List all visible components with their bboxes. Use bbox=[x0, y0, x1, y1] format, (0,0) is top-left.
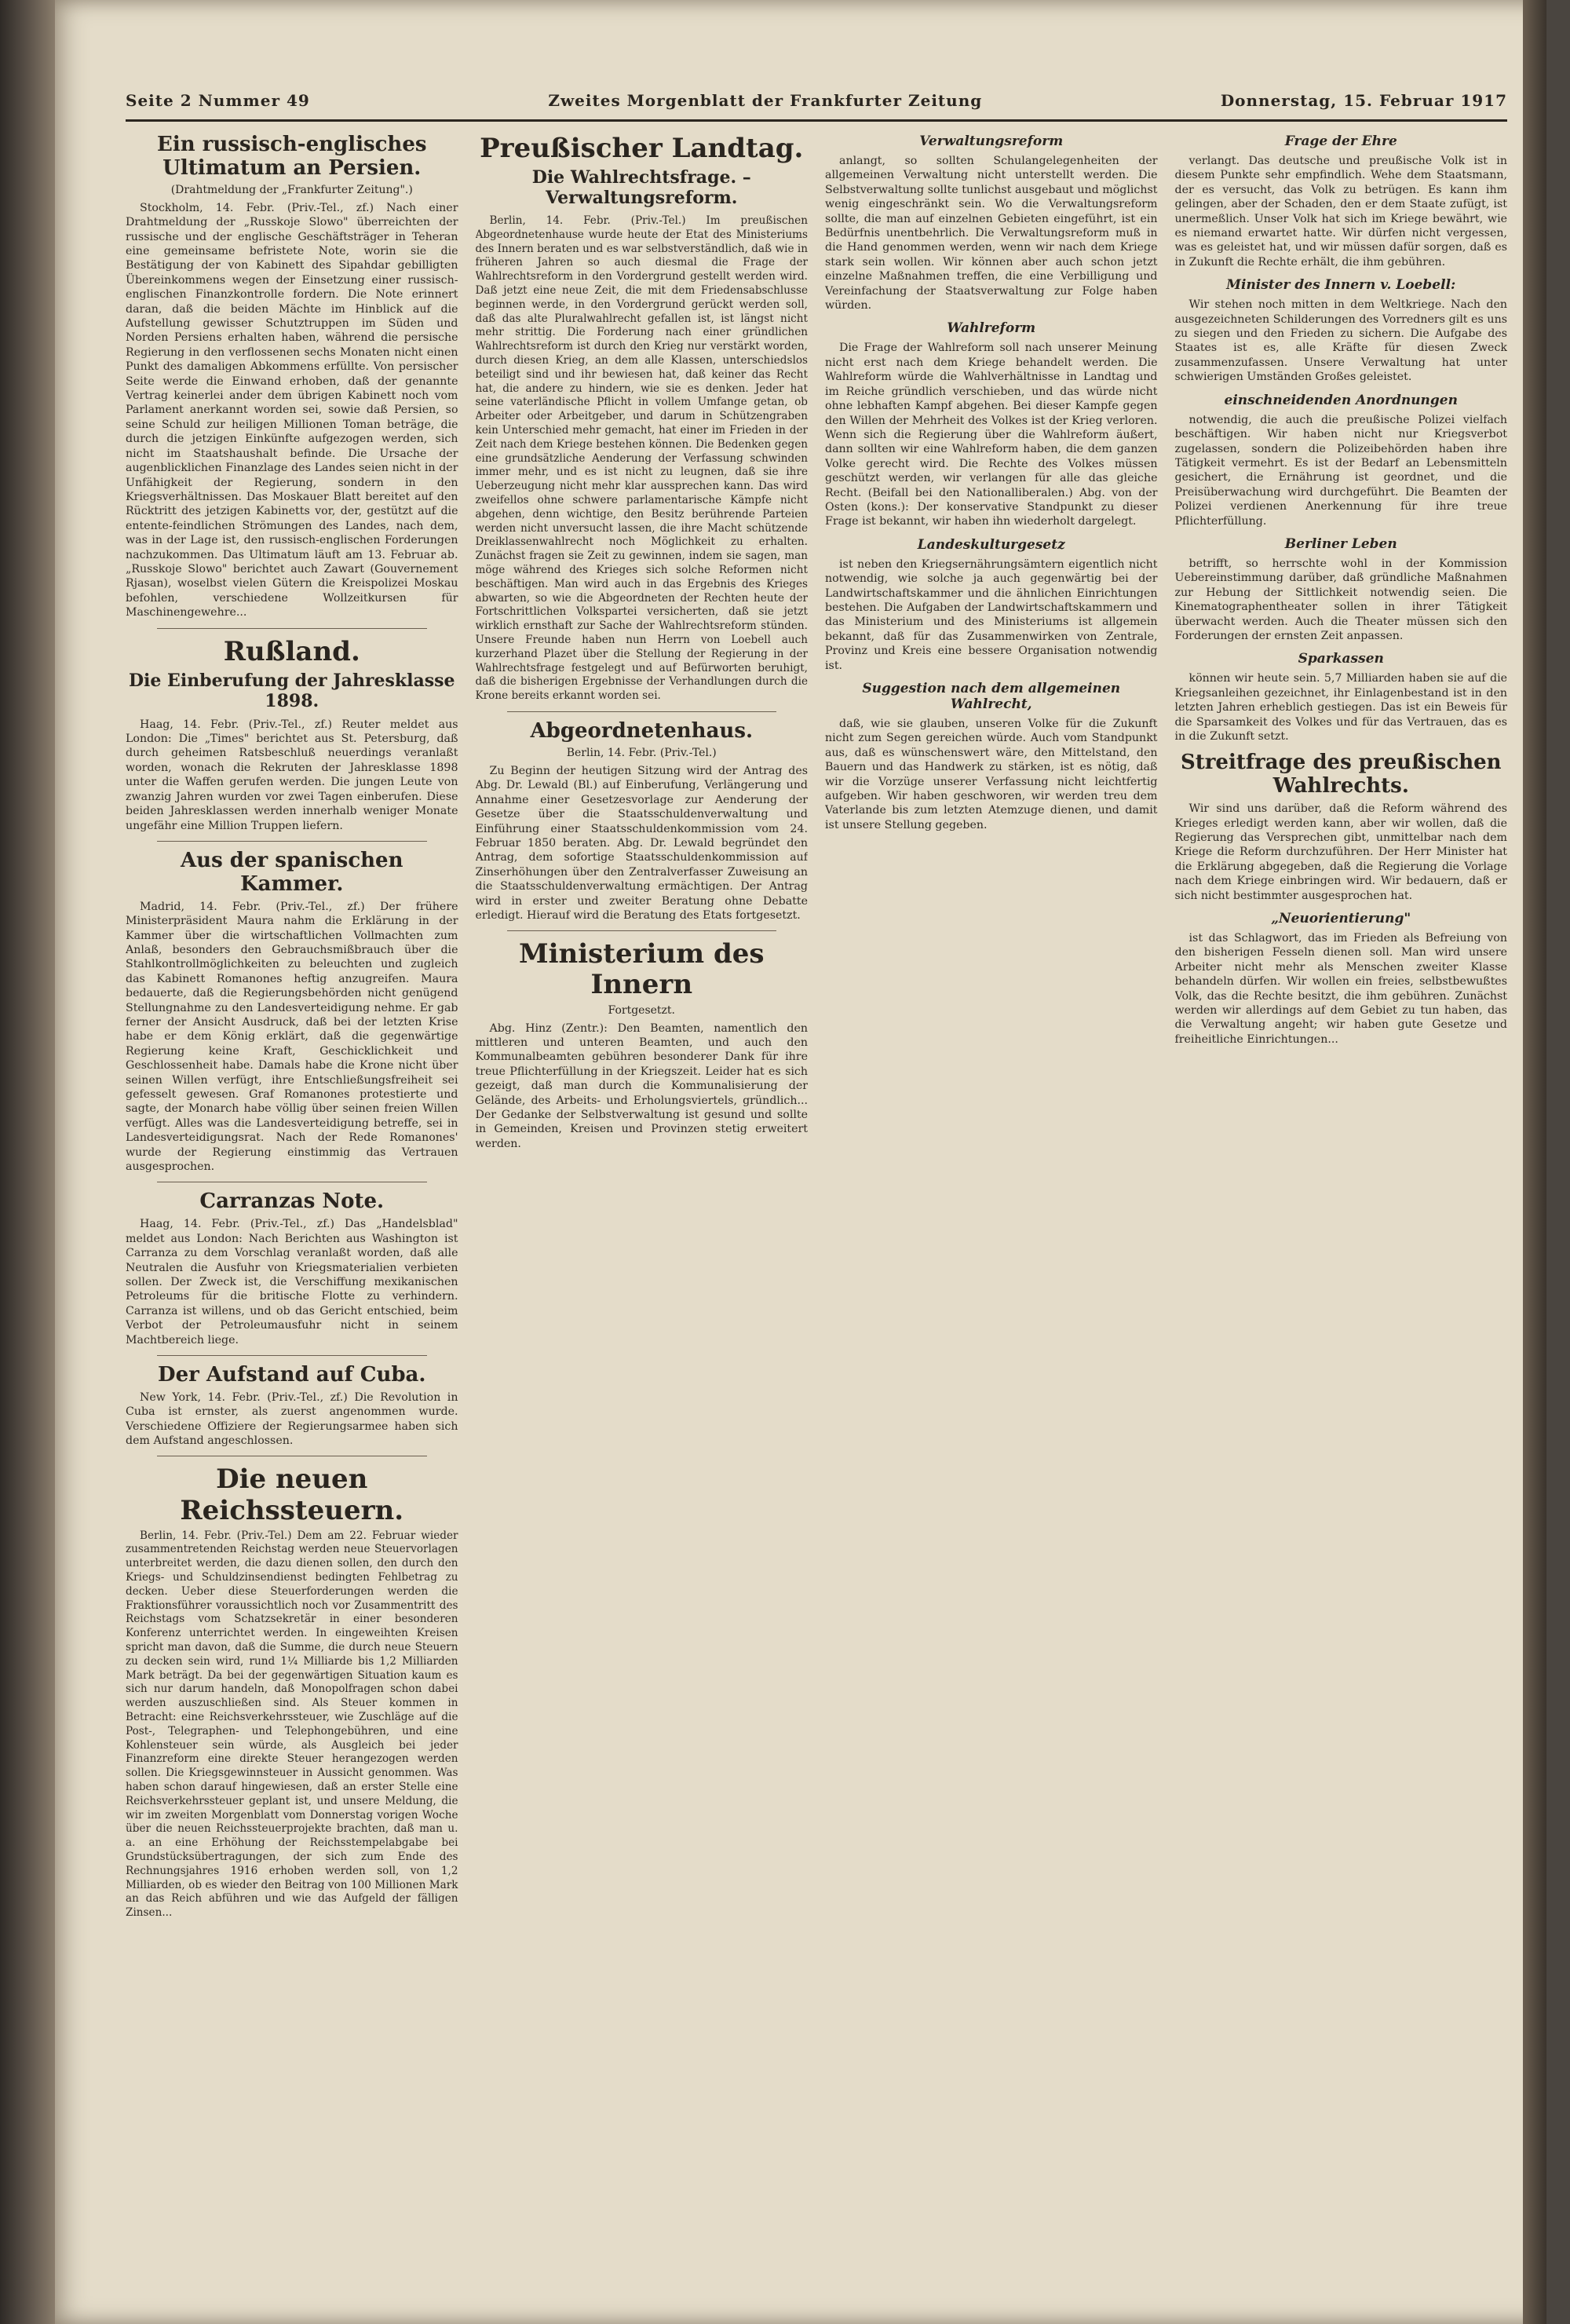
article-title: Ein russisch-englisches Ultimatum an Persien. bbox=[157, 133, 427, 180]
section-heading: Sparkassen bbox=[1298, 651, 1384, 667]
article-title: Die neuen Reichssteuern. bbox=[180, 1463, 404, 1526]
article-title: Carranzas Note. bbox=[199, 1189, 385, 1214]
divider bbox=[157, 841, 427, 842]
article-body: Wir stehen noch mitten in dem Weltkriege. Nach den ausgezeichneten Schilderungen des Vorredners gilt es uns zu siegen und den Frieden zu sichern. Die Aufgabe des Staates ist es, alle Kräfte für diesen Zweck zusammenzufassen. Unsere Verwaltung hat unter schwierigen Umständen Großes geleistet. bbox=[1174, 298, 1507, 384]
article bbox=[1175, 133, 1508, 269]
section-heading: „Neuorientierung" bbox=[1271, 911, 1411, 927]
article-body: Haag, 14. Febr. (Priv.-Tel., zf.) Das „Handelsblad" meldet aus London: Nach Berichten aus Washington ist Carranza zu dem Vorschlag veranlaßt worden, daß alle Neutralen die Ausfuhr von Kriegsmaterialien verbieten sollen. Der Zweck ist, die Verschiffung mexikanischen Petroleums für die britische Flotte zu verhindern. Carranza ist willens, und ob das Gericht entschied, beim Verbot der Petroleumausfuhr nicht in seinem Machtbereich liege. bbox=[126, 1218, 458, 1347]
page-edge-shadow bbox=[1523, 0, 1546, 2324]
column-2 bbox=[476, 126, 809, 2293]
article-body: Madrid, 14. Febr. (Priv.-Tel., zf.) Der frühere Ministerpräsident Maura nahm die Erklärung in der Kammer über die wirtschaftlichen Vollmachten zum Anlaß, besonders den Gebrauchsmißbrauch über die Stahlkontrollmöglichkeiten zu beleuchten und zugleich das Kabinett Romanones heftig anzugreifen. Maura bedauerte, daß die Regierungsbehörden nicht genügend Stellungnahme zu den Landesverteidigung nehme. Er gab ferner der Ansicht Ausdruck, daß bei der letzten Krise habe er dem König erklärt, daß die gegenwärtige Regierung keine Kraft, Geschicklichkeit und Geschlossenheit habe. Damals habe die Krone nicht über seinen Willen verfügt, ihre Entschließungsfreiheit sei gefesselt gewesen. Graf Romanones protestierte und sagte, der Monarch habe völlig über seinen freien Willen verfügt. Alles was die Landesverteidigung betreffe, sei in Landesverteidigungsrat. Nach der Rede Romanones' wurde der Regierung einstimmig das Vertrauen ausgesprochen. bbox=[126, 900, 458, 1173]
article bbox=[1175, 911, 1508, 1047]
divider bbox=[507, 711, 777, 712]
article-title: Streitfrage des preußischen Wahlrechts. bbox=[1180, 751, 1502, 798]
article-body: verlangt. Das deutsche und preußische Volk ist in diesem Punkte sehr empfindlich. Wehe dem Staatsmann, der es versucht, das Volk zu betrügen. Es kann ihm gelingen, aber der Schaden, den er dem Staate zufügt, ist unermeßlich. Unser Volk hat sich im Kriege bewährt, wie es niemand erwartet hatte. Wir dürfen nicht vergessen, was es geleistet hat, und wir müssen dafür sorgen, daß es in Zukunft die Rechte erhält, die ihm gebühren. bbox=[1174, 155, 1507, 269]
article bbox=[126, 1464, 458, 1920]
article-body: Zu Beginn der heutigen Sitzung wird der Antrag des Abg. Dr. Lewald (Bl.) auf Einberufung, Verlängerung und Annahme einer Gesetzesvorlage zur Aenderung der Gesetze über die Staatsschuldenverwaltung und Einführung einer Staatsschuldenkommission vom 24. Februar 1850 beraten. Abg. Dr. Lewald begründet den Antrag, dem sofortige Staatsschuldenkommission auf Zinserhöhungen über den Zentralverfasser Zuweisung an die Staatsschuldenverwaltung ermächtigen. Der Antrag wird in erster und zweiter Beratung ohne Debatte erledigt. Hierauf wird die Beratung des Etats fortgesetzt. bbox=[475, 764, 808, 922]
article bbox=[1175, 536, 1508, 643]
article bbox=[126, 1364, 458, 1449]
article-title: Rußland. bbox=[223, 635, 360, 667]
article bbox=[825, 320, 1158, 528]
article-body: Die Frage der Wahlreform soll nach unserer Meinung nicht erst nach dem Kriege behandelt werden. Die Wahlreform würde die Wahlverhältnisse in Landtag und im Reiche gründlich verschieben, und das würde nicht ohne lebhaften Kampf abgehen. Bei dieser Kampfe gegen den Willen der Mehrheit des Volkes ist der Krieg verloren. Wenn sich die Regierung über die Wahlreform äußert, dann sollten wir eine Wahlreform haben, die dem ganzen Volke gerecht wird. Die Rechte des Volkes müssen geschützt werden, wir verlangen für alle das gleiche Recht. (Beifall bei den Nationalliberalen.) Abg. von der Osten (kons.): Der konservative Standpunkt zu dieser Frage ist bekannt, wir haben ihn wiederholt dargelegt. bbox=[825, 342, 1158, 528]
article-body: Abg. Hinz (Zentr.): Den Beamten, namentlich den mittleren und unteren Beamten, und auch den Kommunalbeamten gebühren besonderer Dank für ihre treue Pflichterfüllung in der Kriegszeit. Leider hat es sich gezeigt, daß man durch die Kommunalisierung der Gelände, des Arbeits- und Erholungsviertels, gründlich... Der Gedanke der Selbstverwaltung ist gesund und sollte in Gemeinden, Kreisen und Provinzen stetig erweitert werden. bbox=[475, 1021, 808, 1150]
article-body: New York, 14. Febr. (Priv.-Tel., zf.) Die Revolution in Cuba ist ernster, als zuerst angenommen wurde. Verschiedene Offiziere der Regierungsarmee haben sich dem Aufstand angeschlossen. bbox=[126, 1390, 458, 1448]
article-dateline: (Drahtmeldung der „Frankfurter Zeitung".) bbox=[170, 183, 413, 196]
section-heading: Minister des Innern v. Loebell: bbox=[1226, 277, 1456, 294]
article-body: daß, wie sie glauben, unseren Volke für die Zukunft nicht zum Segen gereichen würde. Auch vom Standpunkt aus, daß es wünschenswert wäre, den Mittelstand, den Bauern und das Handwerk zu stärken, ist es nötig, daß wir die Vorzüge unserer Verfassung nicht leichtfertig aufgeben. Wir haben geschworen, wir werden treu dem Vaterlande bis zum letzten Atemzuge dienen, und damit ist unsere Stellung gegeben. bbox=[825, 718, 1158, 831]
section-heading: einschneidenden Anordnungen bbox=[1224, 392, 1458, 408]
article bbox=[825, 133, 1158, 312]
section-heading: Landeskulturgesetz bbox=[917, 536, 1065, 553]
article-dateline: Fortgesetzt. bbox=[608, 1003, 675, 1017]
article bbox=[476, 939, 809, 1151]
article-body: anlangt, so sollten Schulangelegenheiten der allgemeinen Verwaltung nicht unterstellt werden. Die Selbstverwaltung sollte tunlichst ausgebaut und möglichst wenig eingeschränkt sein. Wo die Verwaltungsreform sollte, die man auf einzelnen Gebieten eingeführt, ist ein Bedürfnis unentbehrlich. Die Verwaltungsreform muß in die Hand genommen werden, wenn wir nach dem Kriege stark sein wollen. Wir können aber auch schon jetzt einzelne Maßnahmen treffen, die eine Verbilligung und Vereinfachung der Staatsverwaltung zur Folge haben würden. bbox=[825, 155, 1158, 312]
article-body: Berlin, 14. Febr. (Priv.-Tel.) Dem am 22. Februar wieder zusammentretenden Reichstag werden neue Steuervorlagen unterbreitet werden, die dazu dienen sollen, den durch den Kriegs- und Schuldzinsendienst bedingten Fehlbetrag zu decken. Ueber diese Steuerforderungen werden die Fraktionsführer voraussichtlich noch vor Zusammentritt des Reichstags vom Schatzsekretär in einer besonderen Konferenz unterrichtet werden. In eingeweihten Kreisen spricht man davon, daß die Summe, die durch neue Steuern zu decken sein wird, rund 1¼ Milliarde bis 1,2 Milliarden Mark beträgt. Da bei der gegenwärtigen Situation kaum es sich nur darum handeln, daß Monopolfragen schon dabei werden auszuschließen sind. Als Steuer kommen in Betracht: eine Reichsverkehrssteuer, wie Zuschläge auf die Post-, Telegraphen- und Telephongebühren, und eine Kohlensteuer sein würde, als Ausgleich bei jeder Finanzreform eine direkte Steuer herangezogen werden sollen. Die Kriegsgewinnsteuer in Aussicht genommen. Was haben schon darauf hingewiesen, daß an erster Stelle eine Reichsverkehrssteuer geplant ist, und unsere Meldung, die wir im zweiten Morgenblatt vom Donnerstag vorigen Woche über die neuen Reichssteuerprojekte brachten, daß man u. a. an eine Erhöhung der Reichsstempelabgabe bei Grundstücksübertragungen, der sich zum Ende des Rechnungsjahres 1916 erhoben werden soll, von 1,2 Milliarden, ob es wieder den Beitrag von 100 Millionen Mark an das Reich abführen und wie das Aufgeld der fälligen Zinsen... bbox=[126, 1529, 458, 1920]
section-heading: Verwaltungsreform bbox=[919, 133, 1064, 149]
header-page-number: Seite 2 Nummer 49 bbox=[126, 91, 310, 110]
article bbox=[126, 850, 458, 1175]
book-binding bbox=[0, 0, 55, 2324]
article bbox=[476, 133, 809, 703]
article-body: können wir heute sein. 5,7 Milliarden haben sie auf die Kriegsanleihen gezeichnet, ihr Einlagenbestand ist in den letzten Jahren erheblich gestiegen. Das ist ein Beweis für die Sparsamkeit des Volkes und für das Vertrauen, das es in die Zukunft setzt. bbox=[1174, 672, 1507, 743]
article bbox=[126, 1190, 458, 1347]
section-heading: Wahlreform bbox=[947, 320, 1036, 337]
article-body: ist neben den Kriegsernährungsämtern eigentlich nicht notwendig, wie solche ja auch gegenwärtig bei der Landwirtschaftskammer und die ähnlichen Einrichtungen bestehen. Die Aufgaben der Landwirtschaftskammern und das Ministerium und des Ministeriums ist allgemein bekannt, daß für das Zusammenwirken von Zentrale, Provinz und Kreis eine bessere Organisation notwendig ist. bbox=[825, 557, 1158, 672]
section-heading: Frage der Ehre bbox=[1284, 133, 1397, 149]
article-subtitle: Die Wahlrechtsfrage. – Verwaltungsreform. bbox=[531, 167, 751, 209]
divider bbox=[157, 628, 427, 629]
article bbox=[1175, 393, 1508, 528]
article-body: Haag, 14. Febr. (Priv.-Tel., zf.) Reuter meldet aus London: Die „Times" berichtet aus St. Petersburg, daß durch geheimen Ratsbeschluß neuerdings veranlaßt worden, wonach die Rekruten der Jahresklasse 1898 unter die Waffen gerufen werden. Die jungen Leute von zwanzig Jahren wurden vor zwei Tagen einberufen. Diese beiden Jahresklassen werden innerhalb weniger Monate ungefähr eine Million Truppen liefern. bbox=[126, 718, 458, 832]
article-body: ist das Schlagwort, das im Frieden als Befreiung von den bisherigen Fesseln dienen soll. Man wird unsere Arbeiter nicht mehr als Menschen zweiter Klasse behandeln dürfen. Wir wollen ein freies, selbstbewußtes Volk, das die Rechte besitzt, die ihm gebühren. Zunächst werden wir allerdings auf dem Gebiet zu tun haben, das die Verwaltung angeht; wir haben gute Gesetze und freiheitliche Einrichtungen... bbox=[1174, 932, 1507, 1046]
article bbox=[126, 133, 458, 620]
article-body: betrifft, so herrschte wohl in der Kommission Uebereinstimmung darüber, daß gründliche Maßnahmen zur Hebung der Sittlichkeit notwendig seien. Die Kinematographentheater sollen in ihrer Tätigkeit überwacht werden. Auch die Theater müssen sich den Forderungen der ernsten Zeit anpassen. bbox=[1174, 557, 1507, 642]
article-title: Aus der spanischen Kammer. bbox=[181, 848, 403, 896]
article-title: Der Aufstand auf Cuba. bbox=[158, 1362, 426, 1387]
column-1 bbox=[126, 126, 458, 2293]
article bbox=[1175, 277, 1508, 384]
section-heading: Suggestion nach dem allgemeinen Wahlrecht, bbox=[862, 681, 1121, 712]
article bbox=[825, 537, 1158, 673]
article bbox=[1175, 651, 1508, 744]
divider bbox=[157, 1355, 427, 1356]
column-4 bbox=[1175, 126, 1508, 2293]
article-body: Wir sind uns darüber, daß die Reform während des Krieges erledigt werden kann, aber wir wollen, daß die Regierung das Versprechen gibt, unmittelbar nach dem Kriege die Reform durchzuführen. Der Herr Minister hat die Erklärung abgegeben, daß die Regierung die Vorlage nach dem Kriege einbringen wird. Wir bedauern, daß er sich nicht bestimmter ausgesprochen hat. bbox=[1174, 802, 1507, 902]
newspaper-page bbox=[55, 0, 1546, 2324]
article-title: Preußischer Landtag. bbox=[480, 133, 804, 164]
page-header bbox=[126, 86, 1507, 122]
article-title: Abgeordnetenhaus. bbox=[530, 718, 754, 743]
article-title: Ministerium des Innern bbox=[518, 938, 765, 1001]
section-heading: Berliner Leben bbox=[1284, 535, 1397, 552]
columns bbox=[126, 126, 1507, 2293]
article bbox=[1175, 751, 1508, 903]
article bbox=[476, 720, 809, 923]
article bbox=[825, 681, 1158, 832]
divider bbox=[507, 930, 777, 931]
article-body: Stockholm, 14. Febr. (Priv.-Tel., zf.) Nach einer Drahtmeldung der „Russkoje Slowo" überreichten der russische und der englische Geschäftsträger in Teheran eine gemeinsame befristete Note, worin sie die Bestätigung der von Kabinett des Sipahdar gebilligten Übereinkommens wegen der Einsetzung einer russisch-englischen Finanzkontrolle fordern. Die Note erinnert daran, daß die beiden Mächte im Hinblick auf die Aufstellung gewisser Schutztruppen im Süden und Norden Persiens erhalten haben, während die persische Regierung in den verflossenen sechs Monaten nicht einen Punkt des damaligen Abkommens erfüllte. Von persischer Seite werde die Einwand erhoben, daß der genannte Vertrag keinerlei ander dem übrigen Kabinett noch vom Parlament anerkannt worden sei, sowie daß Persien, so seine Schuld zur heiligen Millionen Toman beträge, die durch die jetzigen Einkünfte aufgezogen werden, sich nicht im Staatshaushalt befinde. Die Ursache der augenblicklichen Finanzlage des Landes seien nicht in der Unfähigkeit der Regierung, sondern in den Kriegsverhältnissen. Das Moskauer Blatt bereitet auf den Rücktritt des jetzigen Kabinetts vor, der, gestützt auf die entente-feindlichen Strömungen des Landes, nach dem, was in der Lage ist, den russisch-englischen Forderungen nachzukommen. Das Ultimatum läuft am 13. Februar ab. „Russkoje Slowo" berichtet auch Zawart (Gouvernement Rjasan), woselbst vielen Gütern die Kreispolizei Moskau befohlen, verschiedene Wollzeitkursen für Maschinengewehre... bbox=[126, 201, 458, 619]
article-body: Berlin, 14. Febr. (Priv.-Tel.) Im preußischen Abgeordnetenhause wurde heute der Etat des Ministeriums des Innern beraten und es war selbstverständlich, daß wie in früheren Jahren so auch diesmal die Frage der Wahlrechtsreform in den Vordergrund gestellt werden wird. Daß jetzt eine neue Zeit, die mit dem Friedensabschlusse beginnen werde, in den Vordergrund gerückt werden soll, daß das alte Pluralwahlrecht gefallen ist, ist längst nicht mehr strittig. Die Forderung nach einer gründlichen Wahlrechtsreform ist durch den Krieg nur verstärkt worden, durch diesen Krieg, an dem alle Klassen, unterschiedslos beteiligt sind und ihr bewiesen hat, daß keiner das Recht hat, die andere zu hindern, wie sie es denken. Jeder hat seine vaterländische Pflicht in vollem Umfange getan, ob Arbeiter oder Arbeitgeber, und darum in Schützengraben kein Unterschied mehr gemacht, hat einer im Frieden in der Zeit nach dem Kriege bestehen können. Die Bedenken gegen eine grundsätzliche Aenderung der Verfassung schwinden immer mehr, und es ist nicht zu leugnen, daß sie ihre Ueberzeugung nicht mehr klar aussprechen kann. Das wird zweifellos ohne schwere parlamentarische Kämpfe nicht abgehen, denn wichtige, den Besitz berührende Parteien werden nicht unversucht lassen, die ihre Macht schützende Dreiklassenwahlrecht noch Möglichkeit zu erhalten. Zunächst fragen sie Zeit zu gewinnen, indem sie sagen, man möge während des Krieges sich solche Reformen nicht beschäftigen. Man wird auch in das Ergebnis des Krieges abwarten, so wie die Abgeordneten der Rechten heute der Fortschrittlichen Volkspartei versicherten, daß sie jetzt wirklich ernsthaft zur Sache der Wahlrechtsreform stünden. Unsere Freunde haben nun Herrn von Loebell auch kurzerhand Plazet über die Stellung der Regierung in der Wahlrechtsfrage festgelegt und auf Befürworten beruhigt, daß die bisherigen Ergebnisse der Verhandlungen durch die Krone bereits erkannt worden sei. bbox=[475, 214, 808, 703]
article-body: notwendig, die auch die preußische Polizei vielfach beschäftigen. Wir haben nicht nur Kriegsverbot zugelassen, sondern die Polizeibehörden haben ihre Tätigkeit vermehrt. Es ist der Bedarf an Lebensmitteln gesichert, die Ernährung ist geordnet, und die Preisüberwachung wird durchgeführt. Die Beamten der Polizei verdienen Anerkennung für ihre treue Pflichterfüllung. bbox=[1174, 413, 1507, 528]
article bbox=[126, 637, 458, 833]
header-date: Donnerstag, 15. Februar 1917 bbox=[1220, 91, 1507, 110]
header-publication: Zweites Morgenblatt der Frankfurter Zeitung bbox=[548, 91, 983, 110]
article-subtitle: Die Einberufung der Jahresklasse 1898. bbox=[128, 670, 455, 711]
column-3 bbox=[825, 126, 1158, 2293]
article-dateline: Berlin, 14. Febr. (Priv.-Tel.) bbox=[566, 746, 717, 759]
